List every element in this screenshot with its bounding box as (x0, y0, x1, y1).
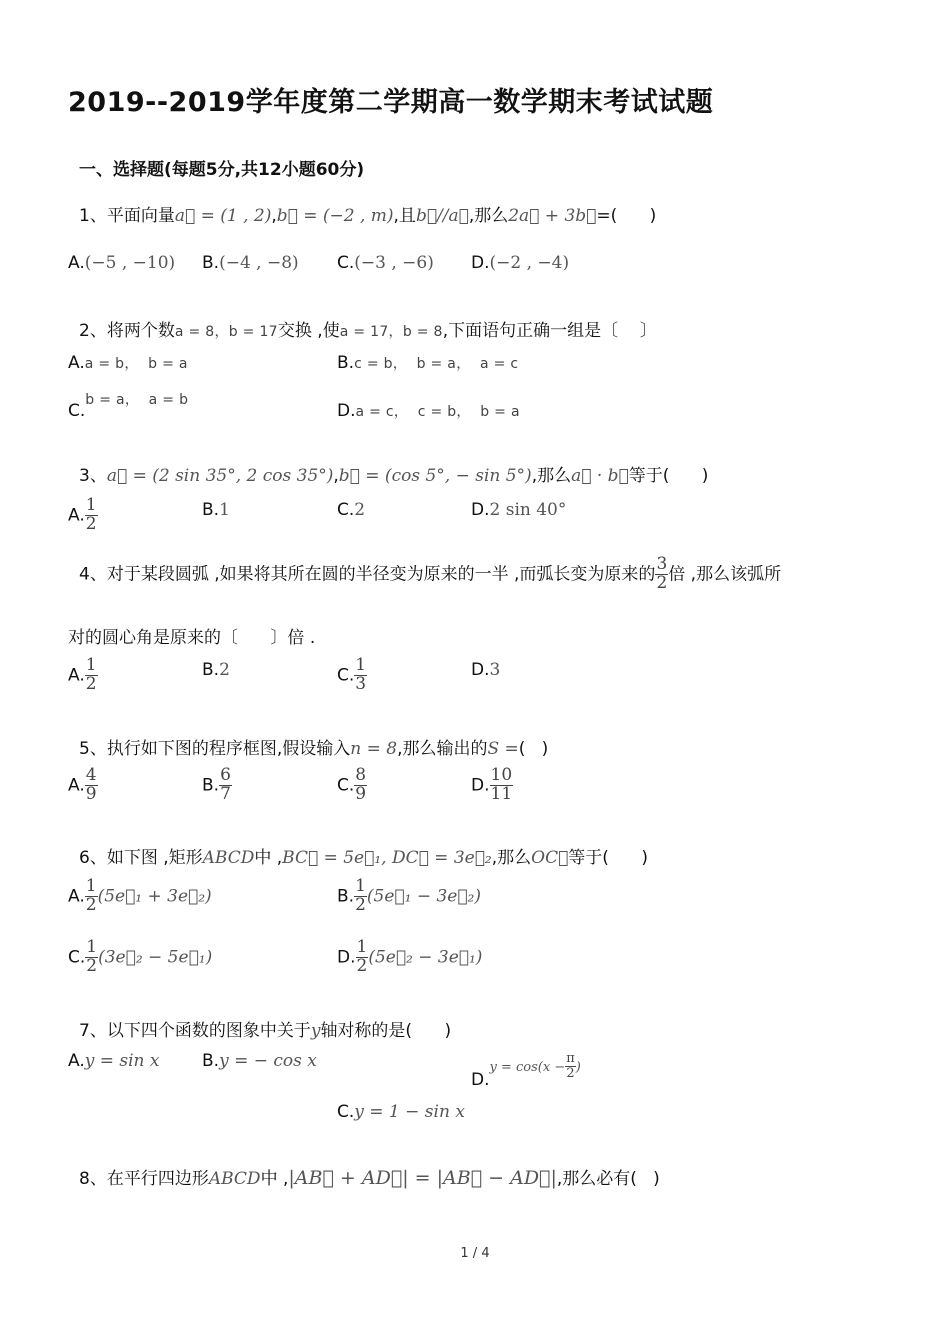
q1-condition: b⃗//a⃗ (415, 206, 469, 226)
q1-vector-b: b⃗ = (−2 , m) (276, 206, 394, 226)
q2-option-a[interactable] (68, 353, 188, 373)
question-1 (79, 201, 656, 226)
q1-tail: =( ) (596, 206, 657, 226)
q7-lead: 7、以下四个函数的图象中关于 (79, 1021, 311, 1041)
q1-lead: 1、平面向量 (79, 206, 175, 226)
section-heading: 一、选择题(每题5分,共12小题60分) (79, 160, 365, 180)
fraction: $\frac{1}{2}$ (356, 937, 368, 976)
option-value: (5e⃗₁ + 3e⃗₂) (97, 886, 212, 907)
option-value: (5e⃗₂ − 3e⃗₁) (368, 947, 483, 968)
option-label: A. (68, 505, 85, 526)
q3-option-b[interactable] (202, 500, 230, 520)
fraction: $\frac{8}{9}$ (355, 765, 367, 804)
option-label: A. (68, 886, 85, 907)
option-value: 2 (354, 500, 366, 520)
q2-tail: ,下面语句正确一组是〔 〕 (442, 321, 657, 341)
option-label: D. (471, 253, 490, 273)
q1-option-b[interactable] (202, 253, 299, 273)
q5-option-a[interactable] (68, 767, 98, 804)
question-7 (79, 1016, 451, 1041)
q6-option-d[interactable] (337, 939, 482, 976)
q8-lead: 8、在平行四边形 (79, 1169, 209, 1189)
option-value: b = a， a = b (85, 392, 189, 408)
q4-line1: 4、对于某段圆弧 ,如果将其所在圆的半径变为原来的一半 ,而弧长变为原来的 (79, 564, 656, 585)
fraction: $\frac{4}{9}$ (85, 765, 97, 804)
q1-option-a[interactable] (68, 253, 175, 273)
option-value: a = b， b = a (84, 356, 188, 372)
option-label: D. (471, 775, 490, 796)
question-6 (79, 843, 648, 868)
option-value: y = sin x (84, 1051, 160, 1071)
option-value: (−5 , −10) (84, 253, 176, 273)
q3-vector-a: a⃗ = (2 sin 35°, 2 cos 35°) (106, 466, 334, 486)
q8-shape: ABCD (208, 1169, 261, 1189)
q2-option-c[interactable] (68, 392, 189, 421)
page-number: 1 / 4 (460, 1246, 490, 1261)
q7-option-d[interactable] (471, 1051, 581, 1094)
q6-vector-oc: OC⃗ (531, 848, 569, 868)
q3-vector-b: b⃗ = (cos 5°, − sin 5°) (338, 466, 532, 486)
option-label: D. (471, 1070, 490, 1091)
q2-target: a = 17，b = 8 (339, 324, 443, 340)
option-label: C. (337, 500, 355, 520)
q6-expression: BC⃗ = 5e⃗₁, DC⃗ = 3e⃗₂ (282, 848, 492, 868)
option-label: A. (68, 253, 85, 273)
q8-tail: ,那么必有( ) (556, 1169, 660, 1189)
option-label: C. (337, 253, 355, 273)
fraction: $\frac{1}{2}$ (355, 876, 366, 915)
q3-option-c[interactable] (337, 500, 365, 520)
q6-option-c[interactable] (68, 939, 212, 976)
fraction: $\frac{3}{2}$ (656, 554, 668, 593)
option-label: B. (202, 1051, 220, 1071)
q1-sep: , (271, 206, 277, 226)
q7-option-a[interactable] (68, 1051, 160, 1071)
option-value: 2 (219, 660, 230, 680)
q5-input: n = 8 (350, 739, 398, 759)
page-title: 2019--2019学年度第二学期高一数学期末考试试题 (68, 87, 714, 118)
option-value: (−2 , −4) (489, 253, 570, 273)
option-label: A. (68, 665, 85, 686)
option-label: D. (337, 947, 356, 968)
option-label: B. (202, 500, 220, 520)
q5-tail: ( ) (518, 739, 549, 759)
q1-option-d[interactable] (471, 253, 569, 273)
option-label: B. (202, 775, 220, 796)
q3-mid: ,那么 (531, 466, 572, 486)
q6-lead: 6、如下图 ,矩形 (79, 848, 203, 868)
q7-tail: 轴对称的是( ) (320, 1021, 452, 1041)
q5-output: S = (487, 739, 519, 759)
q1-mid2: ,那么 (468, 206, 509, 226)
q4-option-b[interactable] (202, 660, 230, 680)
option-label: B. (337, 886, 355, 907)
question-2 (79, 316, 657, 341)
q7-axis: y (310, 1021, 321, 1041)
option-label: C. (68, 947, 86, 968)
option-label: D. (337, 401, 356, 421)
q3-option-a[interactable] (68, 497, 98, 534)
option-label: D. (471, 500, 490, 520)
option-value: (5e⃗₁ − 3e⃗₂) (366, 886, 482, 907)
option-label: C. (337, 1102, 355, 1122)
q6-mid: 中 , (254, 848, 283, 868)
option-value: 2 sin 40° (489, 500, 567, 520)
q1-expression: 2a⃗ + 3b⃗ (508, 206, 597, 226)
option-value: (3e⃗₂ − 5e⃗₁) (98, 947, 213, 968)
option-value: y = 1 − sin x (354, 1102, 465, 1122)
q4-line1-tail: 倍 ,那么该弧所 (668, 564, 782, 585)
q7-option-b[interactable] (202, 1051, 317, 1071)
option-label: B. (202, 253, 220, 273)
q3-option-d[interactable] (471, 500, 566, 520)
q8-expression: |AB⃗ + AD⃗| = |AB⃗ − AD⃗| (288, 1167, 557, 1189)
fraction: $\frac{1}{3}$ (355, 655, 367, 694)
q1-option-c[interactable] (337, 253, 434, 273)
q5-mid: ,那么输出的 (397, 739, 488, 759)
q3-tail: 等于( ) (628, 466, 709, 486)
q6-tail: 等于( ) (568, 848, 648, 868)
q4-line2: 对的圆心角是原来的〔 〕倍 . (68, 628, 316, 648)
q7-option-c[interactable] (337, 1102, 465, 1122)
q6-mid2: ,那么 (491, 848, 532, 868)
question-8 (79, 1164, 660, 1189)
q5-option-b[interactable] (202, 767, 232, 804)
option-label: B. (337, 353, 355, 373)
option-label: C. (68, 401, 86, 421)
q2-given: a = 8，b = 17 (174, 324, 278, 340)
option-value: 3 (489, 660, 501, 680)
q6-option-a[interactable] (68, 878, 212, 915)
q4-option-c[interactable] (337, 657, 367, 694)
option-value: a = c， c = b， b = a (355, 404, 520, 420)
option-label: A. (68, 775, 85, 796)
option-label: C. (337, 775, 355, 796)
option-label: A. (68, 353, 85, 373)
q5-option-c[interactable] (337, 767, 367, 804)
question-3 (79, 461, 708, 486)
fraction: $\frac{1}{2}$ (85, 655, 97, 694)
q3-sep: , (333, 466, 339, 486)
option-value: (−4 , −8) (219, 253, 299, 273)
q1-vector-a: a⃗ = (1 , 2) (174, 206, 272, 226)
option-label: A. (68, 1051, 85, 1071)
q8-mid: 中 , (260, 1169, 289, 1189)
q3-dot-product: a⃗ · b⃗ (571, 466, 629, 486)
q5-lead: 5、执行如下图的程序框图,假设输入 (79, 739, 351, 759)
fraction: $\frac{1}{2}$ (86, 937, 98, 976)
q6-option-b[interactable] (337, 878, 481, 915)
fraction: $\frac{1}{2}$ (85, 495, 97, 534)
option-label: C. (337, 665, 355, 686)
q4-option-d[interactable] (471, 660, 500, 680)
fraction: $\frac{1}{2}$ (85, 876, 97, 915)
q2-option-b[interactable] (337, 353, 518, 373)
option-value: y = − cos x (219, 1051, 317, 1071)
q1-mid: ,且 (393, 206, 416, 226)
option-value: (−3 , −6) (354, 253, 434, 273)
q6-rectangle: ABCD (202, 848, 255, 868)
option-value: 1 (219, 500, 230, 520)
q4-option-a[interactable] (68, 657, 98, 694)
option-value: y = cos(x − $\frac{\pi}{2}$ ) (489, 1051, 581, 1081)
option-label: B. (202, 660, 220, 680)
question-4 (79, 556, 781, 593)
q2-lead: 2、将两个数 (79, 321, 175, 341)
q5-option-d[interactable] (471, 767, 513, 804)
q2-mid: 交换 ,使 (277, 321, 340, 341)
q2-option-d[interactable] (337, 401, 520, 421)
option-label: D. (471, 660, 490, 680)
fraction: $\frac{\pi}{2}$ (566, 1051, 575, 1081)
fraction: $\frac{6}{7}$ (220, 765, 231, 804)
q3-lead: 3、 (79, 466, 107, 486)
question-5 (79, 734, 548, 759)
option-value: c = b， b = a， a = c (354, 356, 519, 372)
fraction: $\frac{10}{11}$ (490, 765, 513, 804)
